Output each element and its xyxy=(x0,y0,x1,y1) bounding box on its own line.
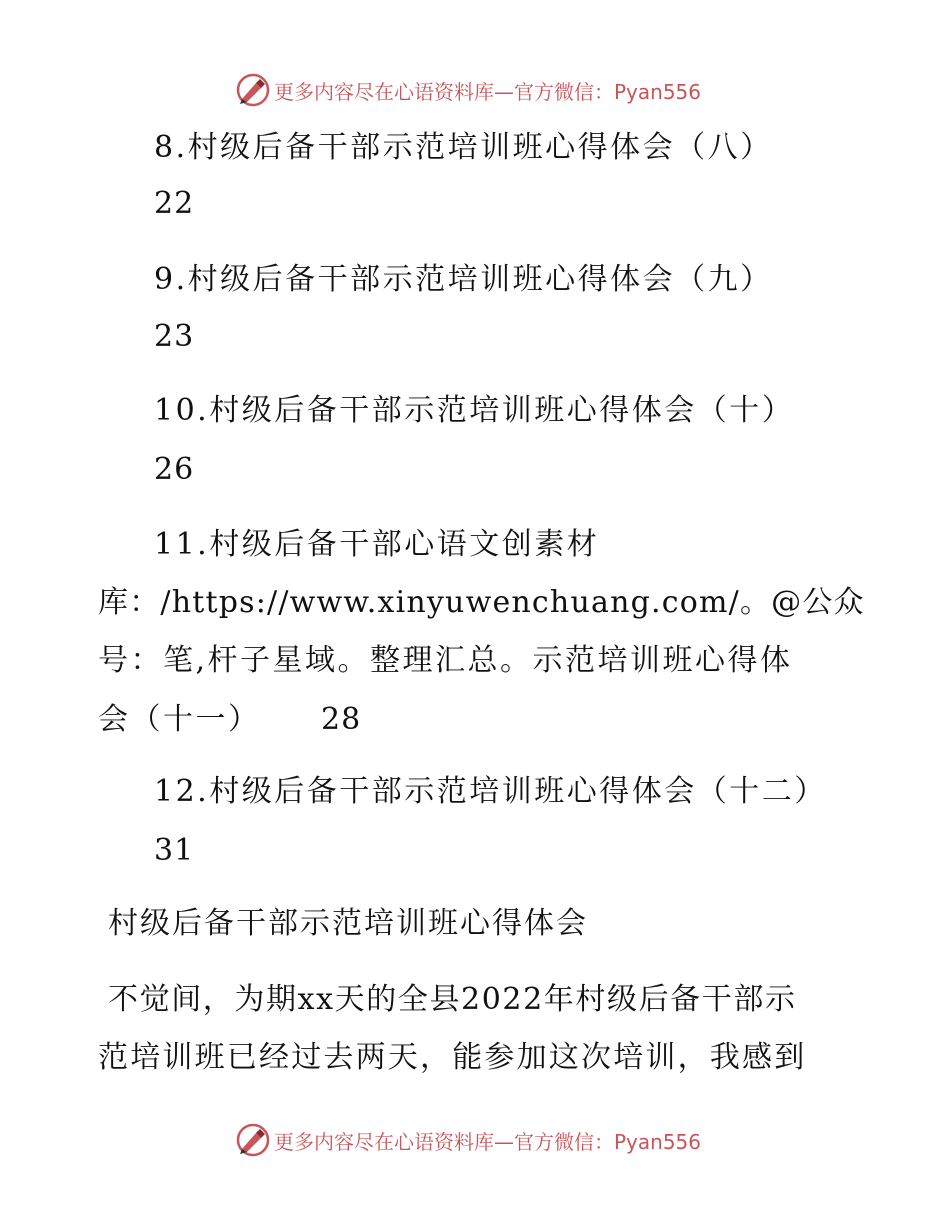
pen-logo-icon xyxy=(236,1123,270,1157)
toc-item-11-title-line2[interactable]: 库：/https://www.xinyuwenchuang.com/。@公众 xyxy=(98,585,865,620)
footer-watermark xyxy=(236,1122,701,1158)
toc-item-11-page: 28 xyxy=(321,702,362,737)
toc-item-9-title[interactable]: 9.村级后备干部示范培训班心得体会（九） xyxy=(154,262,773,297)
toc-item-11-title-line4[interactable]: 会（十一） xyxy=(98,702,261,737)
watermark-text: 更多内容尽在心语资料库—官方微信：Pyan556 xyxy=(274,79,702,104)
toc-item-12-title[interactable]: 12.村级后备干部示范培训班心得体会（十二） xyxy=(154,774,827,809)
watermark-text: 更多内容尽在心语资料库—官方微信：Pyan556 xyxy=(274,1129,702,1154)
toc-item-8-title[interactable]: 8.村级后备干部示范培训班心得体会（八） xyxy=(154,130,773,165)
article-heading: 村级后备干部示范培训班心得体会 xyxy=(108,906,588,941)
pen-logo-icon xyxy=(236,73,270,107)
article-paragraph-line-2: 范培训班已经过去两天，能参加这次培训，我感到 xyxy=(98,1040,807,1075)
toc-item-10-page: 26 xyxy=(154,452,195,487)
toc-item-11-title-line1[interactable]: 11.村级后备干部心语文创素材 xyxy=(154,527,600,562)
toc-item-12-page: 31 xyxy=(154,833,195,868)
toc-item-11-title-line3[interactable]: 号：笔,杆子星域。整理汇总。示范培训班心得体 xyxy=(98,643,793,678)
toc-item-9-page: 23 xyxy=(154,319,195,354)
header-watermark xyxy=(236,72,701,108)
toc-item-10-title[interactable]: 10.村级后备干部示范培训班心得体会（十） xyxy=(154,393,795,428)
toc-item-8-page: 22 xyxy=(154,186,195,221)
article-paragraph-line-1: 不觉间，为期xx天的全县2022年村级后备干部示 xyxy=(108,982,797,1017)
